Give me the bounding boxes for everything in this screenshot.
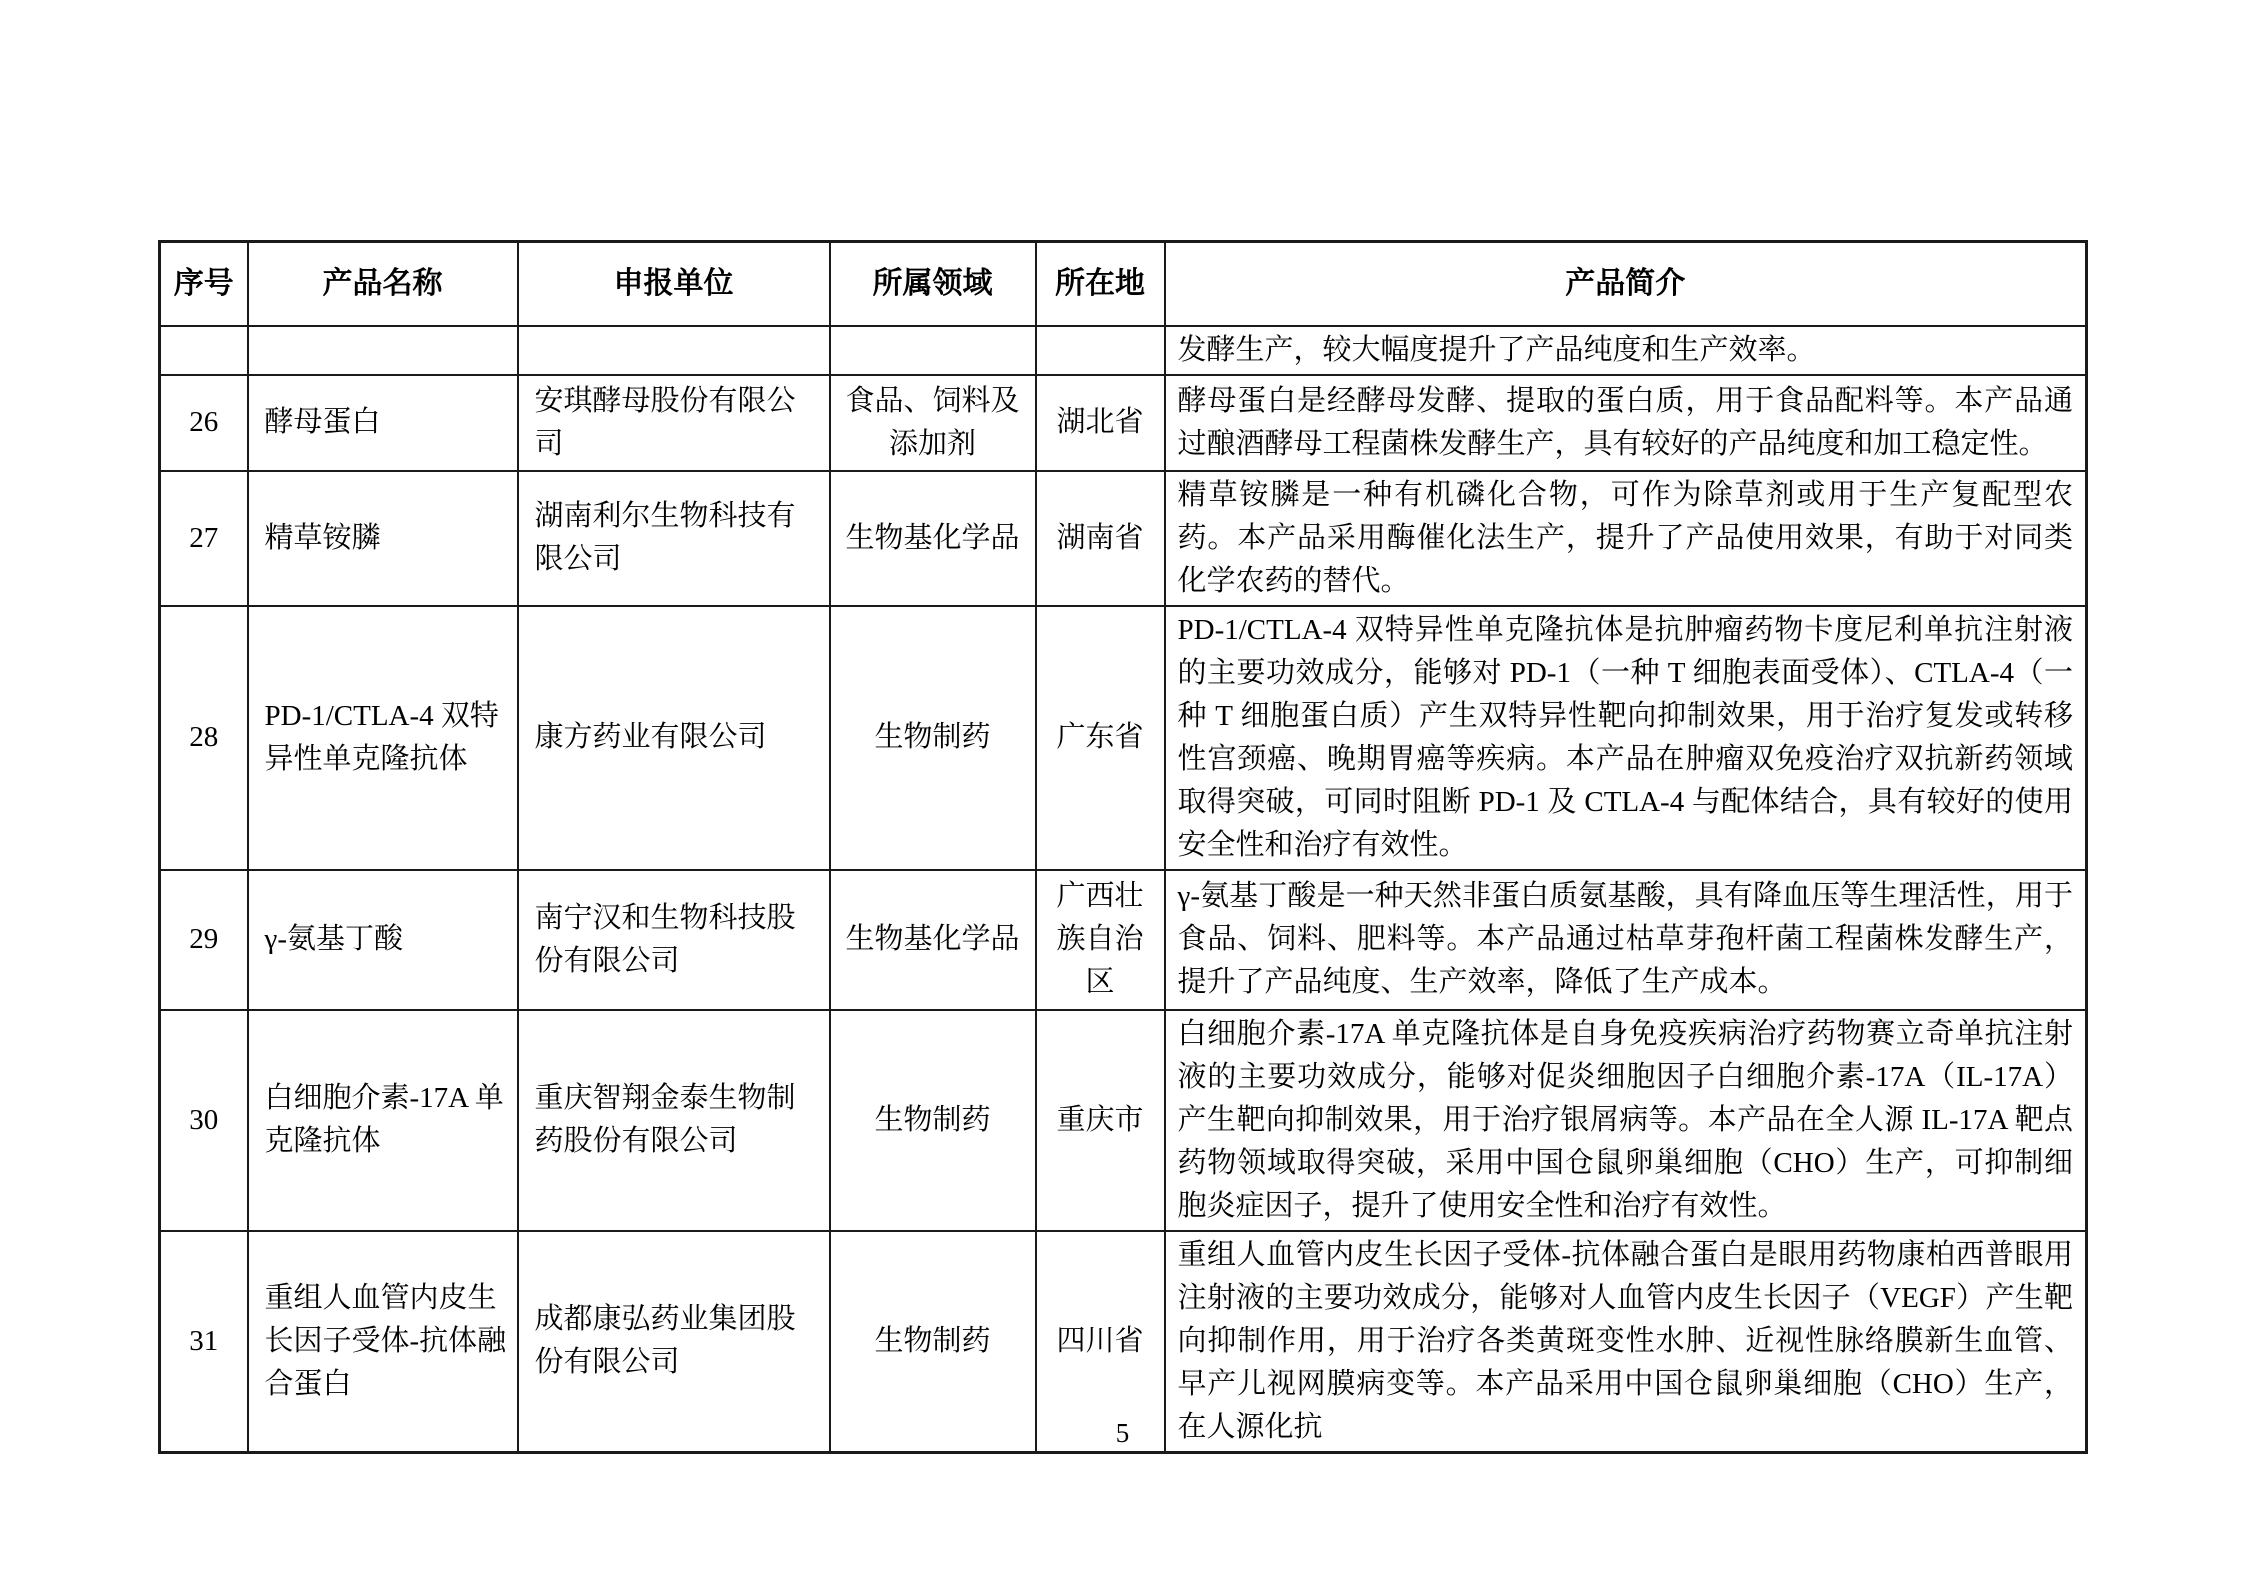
product-intro-cell: 白细胞介素-17A 单克隆抗体是自身免疫疾病治疗药物赛立奇单抗注射液的主要功效成分，能够对促炎细胞因子白细胞介素-17A（IL-17A）产生靶向抑制效果，用于治疗银屑病等。本产品在全人源 IL-17A 靶点药物领域取得突破，采用中国仓鼠卵巢细胞（CHO）生产，可抑制细胞炎症因子，提升了使用安全性和治疗有效性。 xyxy=(1165,1010,2087,1231)
industry-field-cell xyxy=(830,326,1036,375)
product-name-cell: 酵母蛋白 xyxy=(248,375,518,471)
table-row xyxy=(160,606,2087,870)
header-product-name: 产品名称 xyxy=(248,242,518,326)
row-serial-number xyxy=(160,326,248,375)
declaring-org-cell: 湖南利尔生物科技有限公司 xyxy=(518,471,830,606)
table-row xyxy=(160,471,2087,606)
products-table xyxy=(158,240,2088,1454)
header-location: 所在地 xyxy=(1036,242,1165,326)
row-serial-number: 31 xyxy=(160,1231,248,1453)
product-intro-cell: 发酵生产，较大幅度提升了产品纯度和生产效率。 xyxy=(1165,326,2087,375)
product-intro-cell: 重组人血管内皮生长因子受体-抗体融合蛋白是眼用药物康柏西普眼用注射液的主要功效成分，能够对人血管内皮生长因子（VEGF）产生靶向抑制作用，用于治疗各类黄斑变性水肿、近视性脉络膜新生血管、早产儿视网膜病变等。本产品采用中国仓鼠卵巢细胞（CHO）生产，在人源化抗 xyxy=(1165,1231,2087,1453)
header-serial-number: 序号 xyxy=(160,242,248,326)
product-intro-cell: PD-1/CTLA-4 双特异性单克隆抗体是抗肿瘤药物卡度尼利单抗注射液的主要功效成分，能够对 PD-1（一种 T 细胞表面受体）、CTLA-4（一种 T 细胞蛋白质）产生双特异性靶向抑制效果，用于治疗复发或转移性宫颈癌、晚期胃癌等疾病。本产品在肿瘤双免疫治疗双抗新药领域取得突破，可同时阻断 PD-1 及 CTLA-4 与配体结合，具有较好的使用安全性和治疗有效性。 xyxy=(1165,606,2087,870)
table-body xyxy=(160,326,2087,1453)
location-cell xyxy=(1036,326,1165,375)
location-cell: 广西壮族自治区 xyxy=(1036,870,1165,1010)
header-product-intro: 产品简介 xyxy=(1165,242,2087,326)
declaring-org-cell: 南宁汉和生物科技股份有限公司 xyxy=(518,870,830,1010)
industry-field-cell: 生物制药 xyxy=(830,1010,1036,1231)
header-industry-field: 所属领域 xyxy=(830,242,1036,326)
location-cell: 广东省 xyxy=(1036,606,1165,870)
product-intro-cell: 精草铵膦是一种有机磷化合物，可作为除草剂或用于生产复配型农药。本产品采用酶催化法生产，提升了产品使用效果，有助于对同类化学农药的替代。 xyxy=(1165,471,2087,606)
table-header xyxy=(160,242,2087,326)
table-row xyxy=(160,375,2087,471)
declaring-org-cell: 成都康弘药业集团股份有限公司 xyxy=(518,1231,830,1453)
row-serial-number: 26 xyxy=(160,375,248,471)
location-cell: 四川省 xyxy=(1036,1231,1165,1453)
location-cell: 湖北省 xyxy=(1036,375,1165,471)
row-serial-number: 30 xyxy=(160,1010,248,1231)
header-row xyxy=(160,242,2087,326)
location-cell: 湖南省 xyxy=(1036,471,1165,606)
declaring-org-cell: 重庆智翔金泰生物制药股份有限公司 xyxy=(518,1010,830,1231)
product-intro-cell: γ-氨基丁酸是一种天然非蛋白质氨基酸，具有降血压等生理活性，用于食品、饲料、肥料等。本产品通过枯草芽孢杆菌工程菌株发酵生产，提升了产品纯度、生产效率，降低了生产成本。 xyxy=(1165,870,2087,1010)
product-name-cell: 精草铵膦 xyxy=(248,471,518,606)
industry-field-cell: 生物基化学品 xyxy=(830,870,1036,1010)
product-name-cell xyxy=(248,326,518,375)
product-name-cell: PD-1/CTLA-4 双特异性单克隆抗体 xyxy=(248,606,518,870)
declaring-org-cell: 康方药业有限公司 xyxy=(518,606,830,870)
row-serial-number: 28 xyxy=(160,606,248,870)
location-cell: 重庆市 xyxy=(1036,1010,1165,1231)
row-serial-number: 29 xyxy=(160,870,248,1010)
page-number: 5 xyxy=(1115,1418,1130,1448)
header-declaring-org: 申报单位 xyxy=(518,242,830,326)
product-name-cell: 重组人血管内皮生长因子受体-抗体融合蛋白 xyxy=(248,1231,518,1453)
product-intro-cell: 酵母蛋白是经酵母发酵、提取的蛋白质，用于食品配料等。本产品通过酿酒酵母工程菌株发酵生产，具有较好的产品纯度和加工稳定性。 xyxy=(1165,375,2087,471)
row-serial-number: 27 xyxy=(160,471,248,606)
industry-field-cell: 生物制药 xyxy=(830,606,1036,870)
declaring-org-cell: 安琪酵母股份有限公司 xyxy=(518,375,830,471)
product-name-cell: 白细胞介素-17A 单克隆抗体 xyxy=(248,1010,518,1231)
table-row xyxy=(160,870,2087,1010)
table-row xyxy=(160,1010,2087,1231)
industry-field-cell: 食品、饲料及添加剂 xyxy=(830,375,1036,471)
product-name-cell: γ-氨基丁酸 xyxy=(248,870,518,1010)
table-row xyxy=(160,326,2087,375)
industry-field-cell: 生物基化学品 xyxy=(830,471,1036,606)
industry-field-cell: 生物制药 xyxy=(830,1231,1036,1453)
declaring-org-cell xyxy=(518,326,830,375)
